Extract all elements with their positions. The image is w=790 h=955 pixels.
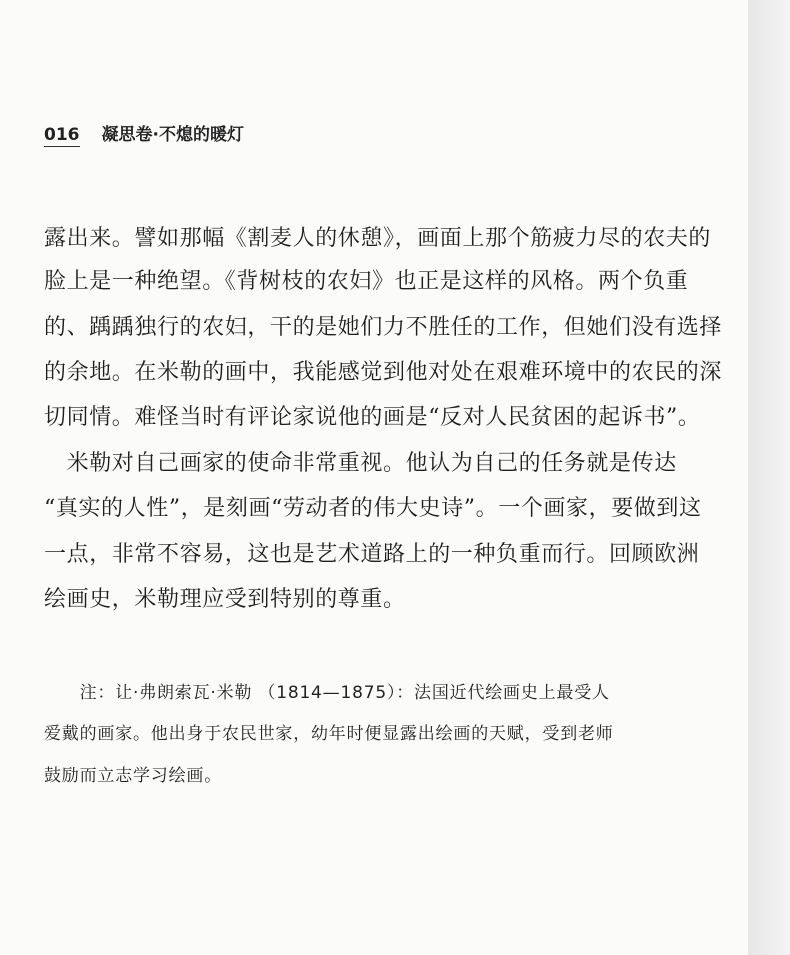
body-text-line: 的余地。在米勒的画中，我能感觉到他对处在艰难环境中的农民的深: [44, 360, 723, 385]
chapter-title: 凝思卷·不熄的暖灯: [101, 125, 244, 145]
body-text-line: 露出来。譬如那幅《割麦人的休憩》，画面上那个筋疲力尽的农夫的: [44, 226, 712, 251]
body-text-line: 切同情。难怪当时有评论家说他的画是“反对人民贫困的起诉书”。: [44, 405, 701, 430]
body-text-line: 绘画史，米勒理应受到特别的尊重。: [44, 587, 406, 612]
body-text-line: 的、踽踽独行的农妇，干的是她们力不胜任的工作，但她们没有选择: [44, 315, 723, 340]
body-text-line: 米勒对自己画家的使命非常重视。他认为自己的任务就是传达: [44, 451, 677, 476]
footnote-line: 鼓励而立志学习绘画。: [44, 766, 222, 786]
page-edge-shadow: [748, 0, 790, 955]
body-text-line: 脸上是一种绝望。《背树枝的农妇》也正是这样的风格。两个负重: [44, 269, 689, 294]
body-text-line: 一点，非常不容易，这也是艺术道路上的一种负重而行。回顾欧洲: [44, 542, 700, 567]
footnote-line: 注：让·弗朗索瓦·米勒 （1814—1875）：法国近代绘画史上最受人: [44, 683, 610, 703]
page-header: [44, 120, 244, 147]
page-number: 016: [44, 125, 80, 145]
footnote-line: 爱戴的画家。他出身于农民世家，幼年时便显露出绘画的天赋，受到老师: [44, 724, 614, 744]
body-text-line: “真实的人性”，是刻画“劳动者的伟大史诗”。一个画家，要做到这: [44, 496, 702, 521]
